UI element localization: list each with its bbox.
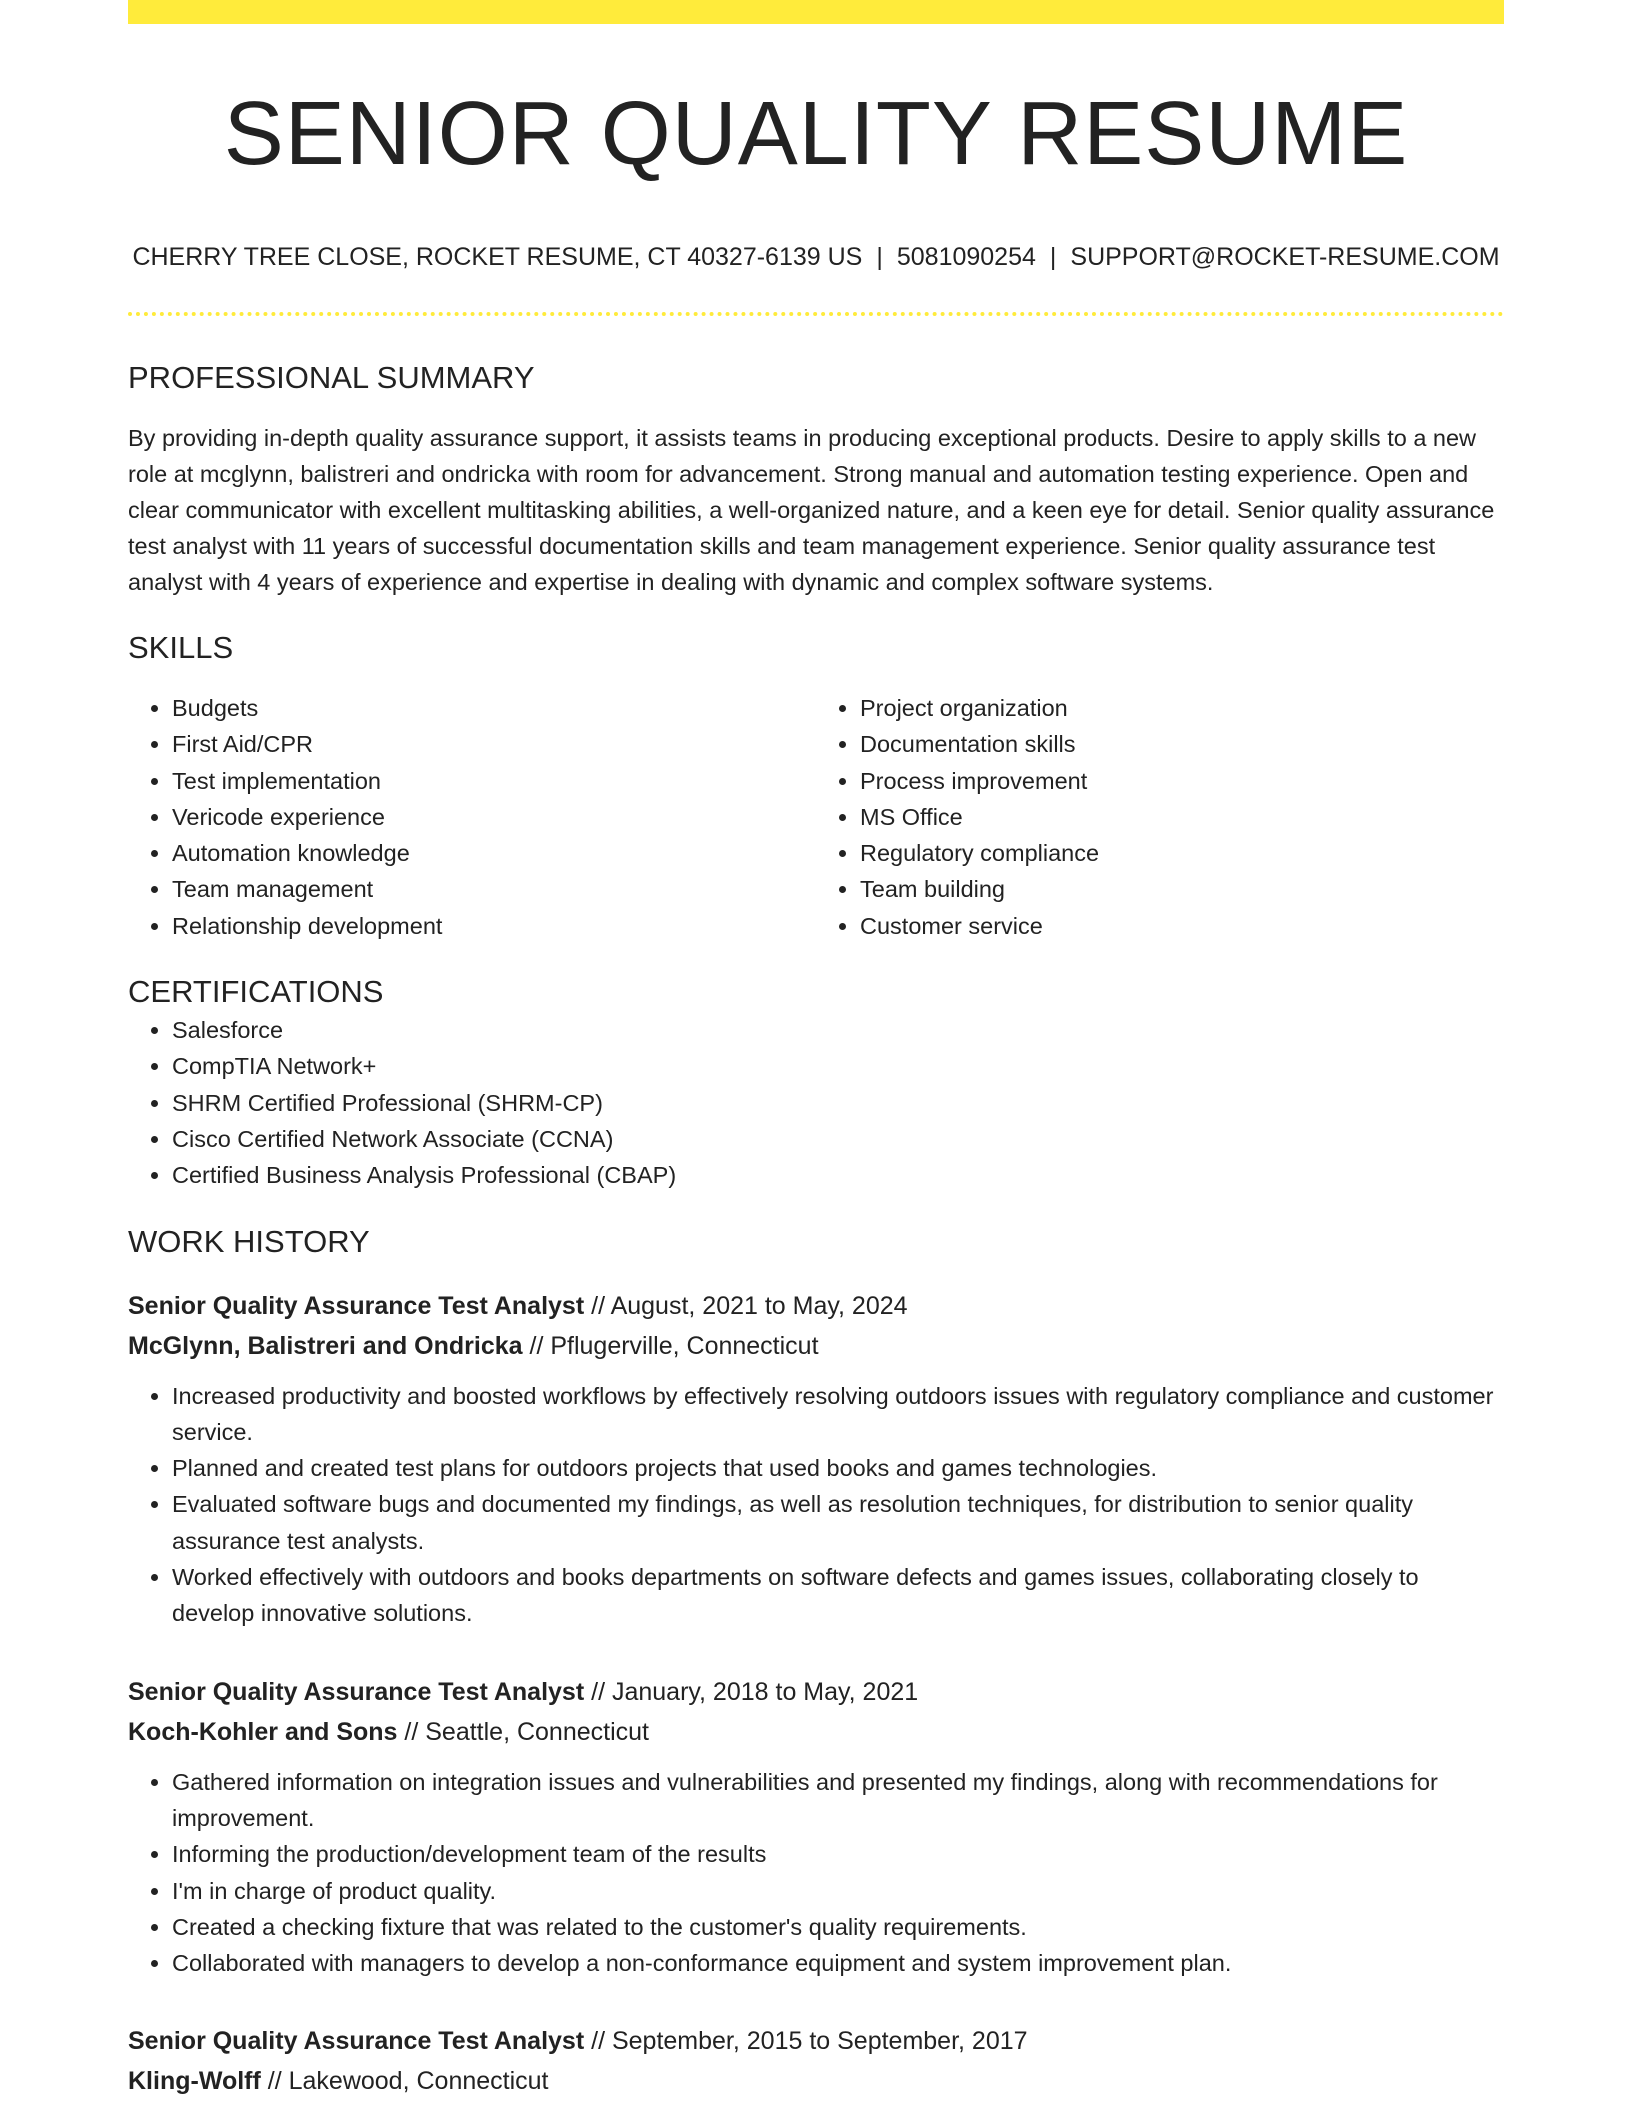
contact-phone: 5081090254	[896, 243, 1036, 271]
job-role: Senior Quality Assurance Test Analyst	[128, 1677, 585, 1706]
certifications-list	[128, 1012, 1504, 1193]
skill-item: • Test implementation	[172, 763, 816, 799]
contact-email: SUPPORT@ROCKET-RESUME.COM	[1070, 243, 1500, 271]
skill-item: • Team management	[172, 871, 816, 907]
skill-item: • Vericode experience	[172, 799, 816, 835]
skill-item: • First Aid/CPR	[172, 726, 816, 762]
job-company-line	[128, 1326, 1504, 1366]
contact-line	[128, 242, 1504, 272]
job-dates: // August, 2021 to May, 2024	[584, 1291, 908, 1320]
job-bullet: • Collaborated with managers to develop a non-conformance equipment and system improvement plan.	[172, 1945, 1504, 1981]
job-location: // Pflugerville, Connecticut	[522, 1331, 819, 1360]
contact-address: CHERRY TREE CLOSE, ROCKET RESUME, CT 40327-6139 US	[132, 243, 863, 271]
certification-item: • Salesforce	[172, 1012, 1504, 1048]
skills-heading: SKILLS	[128, 630, 234, 665]
job-bullet: • Informing the production/development team of the results	[172, 1836, 1504, 1872]
job-entry	[128, 1672, 1504, 1982]
certification-item: • Certified Business Analysis Professional (CBAP)	[172, 1157, 1504, 1193]
job-role-line	[128, 2021, 1504, 2061]
header-divider	[128, 312, 1504, 316]
job-company: Koch-Kohler and Sons	[128, 1717, 398, 1746]
job-bullets	[128, 1764, 1504, 1982]
job-bullet: • Increased productivity and boosted workflows by effectively resolving outdoors issues with regulatory compliance and customer service.	[172, 1378, 1504, 1451]
skill-item: • Customer service	[860, 908, 1504, 944]
skill-item: • MS Office	[860, 799, 1504, 835]
certification-item: • SHRM Certified Professional (SHRM-CP)	[172, 1085, 1504, 1121]
resume-name: SENIOR QUALITY RESUME	[223, 84, 1409, 184]
job-bullet: • Planned and created test plans for outdoors projects that used books and games technologies.	[172, 1450, 1504, 1486]
certification-item: • CompTIA Network+	[172, 1048, 1504, 1084]
job-bullets	[128, 1378, 1504, 1632]
job-dates: // September, 2015 to September, 2017	[584, 2027, 1028, 2056]
job-role-line	[128, 1286, 1504, 1326]
skill-item: • Relationship development	[172, 908, 816, 944]
skills-list-left	[128, 690, 816, 944]
top-accent-bar	[128, 0, 1504, 24]
job-company: McGlynn, Balistreri and Ondricka	[128, 1331, 523, 1360]
contact-separator: |	[1049, 243, 1057, 271]
skill-item: • Process improvement	[860, 763, 1504, 799]
certification-item: • Cisco Certified Network Associate (CCNA)	[172, 1121, 1504, 1157]
summary-text: By providing in-depth quality assurance support, it assists teams in producing exceptional products. Desire to apply skills to a new role at mcglynn, balistreri and ondricka with room for advancement. Strong manual and automation testing experience. Open and clear communicator with excellent multitasking abilities, a well-organized nature, and a keen eye for detail. Senior quality assurance test analyst with 11 years of successful documentation skills and team management experience. Senior quality assurance test analyst with 4 years of experience and expertise in dealing with dynamic and complex software systems.	[128, 425, 1495, 595]
job-role: Senior Quality Assurance Test Analyst	[128, 2027, 585, 2056]
contact-separator: |	[876, 243, 883, 271]
resume-page	[128, 0, 1504, 2101]
job-bullet: • Created a checking fixture that was related to the customer's quality requirements.	[172, 1909, 1504, 1945]
summary-heading: PROFESSIONAL SUMMARY	[128, 360, 535, 395]
job-bullet: • Evaluated software bugs and documented my findings, as well as resolution techniques, for distribution to senior quality assurance test analysts.	[172, 1486, 1504, 1559]
job-company-line	[128, 1712, 1504, 1752]
skills-list-right	[816, 690, 1504, 944]
skills-columns	[128, 690, 1504, 944]
skill-item: • Budgets	[172, 690, 816, 726]
job-role: Senior Quality Assurance Test Analyst	[128, 1291, 585, 1320]
skill-item: • Regulatory compliance	[860, 835, 1504, 871]
job-bullet: • Worked effectively with outdoors and books departments on software defects and games issues, collaborating closely to develop innovative solutions.	[172, 1559, 1504, 1632]
job-location: // Seattle, Connecticut	[397, 1717, 649, 1746]
job-entry	[128, 2021, 1504, 2101]
job-role-line	[128, 1672, 1504, 1712]
job-company: Kling-Wolff	[128, 2067, 261, 2096]
job-bullet: • Gathered information on integration issues and vulnerabilities and presented my findings, along with recommendations for improvement.	[172, 1764, 1504, 1837]
skill-item: • Project organization	[860, 690, 1504, 726]
work-history-heading: WORK HISTORY	[128, 1223, 370, 1259]
skill-item: • Automation knowledge	[172, 835, 816, 871]
certifications-heading: CERTIFICATIONS	[128, 974, 384, 1010]
skill-item: • Documentation skills	[860, 726, 1504, 762]
job-bullet: • I'm in charge of product quality.	[172, 1873, 1504, 1909]
job-location: // Lakewood, Connecticut	[260, 2067, 549, 2096]
skill-item: • Team building	[860, 871, 1504, 907]
job-entry	[128, 1286, 1504, 1632]
job-company-line	[128, 2061, 1504, 2101]
job-dates: // January, 2018 to May, 2021	[584, 1677, 919, 1706]
